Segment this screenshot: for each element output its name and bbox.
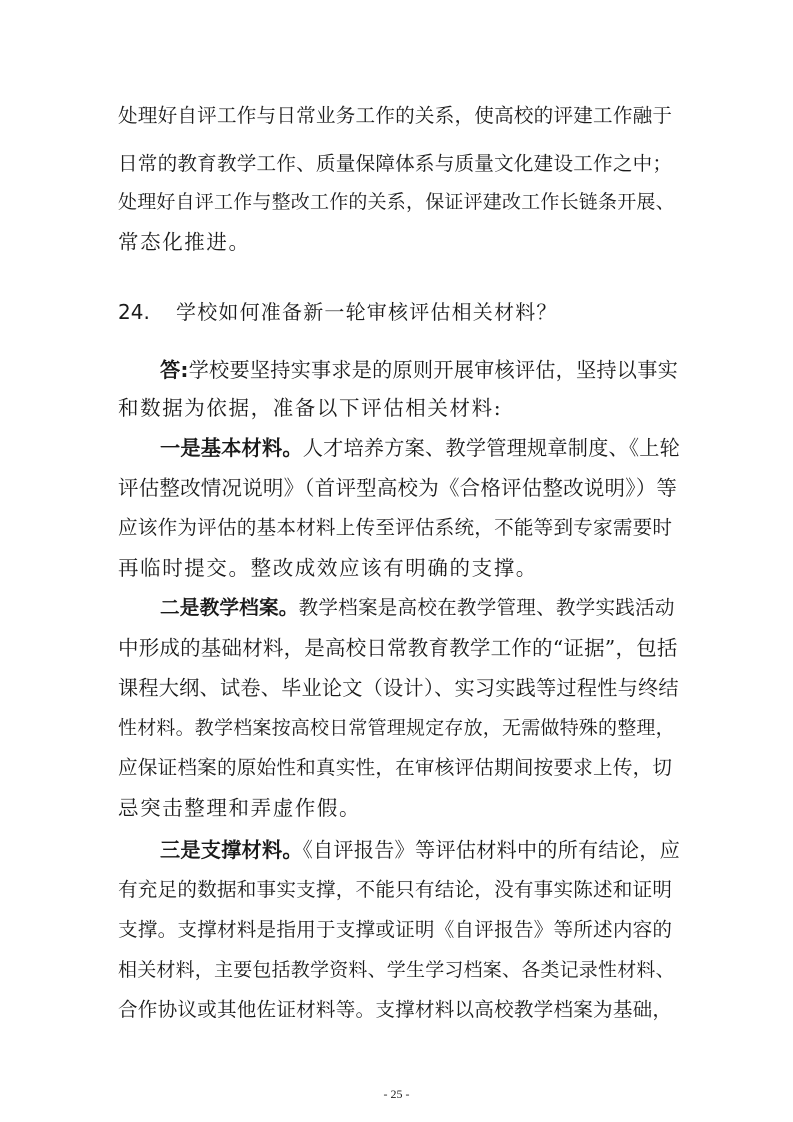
item-supporting-materials (160, 838, 680, 862)
question-heading (118, 300, 558, 324)
paragraph-line: 忌突击整理和弄虚作假。 (118, 796, 362, 820)
answer-label: 答: (160, 358, 189, 382)
item-label: 二是教学档案。 (160, 596, 299, 619)
page-number: - 25 - (383, 1087, 410, 1101)
paragraph-line: 评估整改情况说明》（首评型高校为《合格评估整改说明》）等 (118, 476, 678, 500)
answer-line (160, 358, 678, 382)
item-basic-materials (160, 436, 680, 460)
paragraph-line: 日常的教育教学工作、质量保障体系与质量文化建设工作之中； (118, 152, 673, 175)
paragraph-line: 应该作为评估的基本材料上传至评估系统，不能等到专家需要时 (118, 516, 673, 539)
item-text: 人才培养方案、教学管理规章制度、《上轮 (302, 436, 680, 460)
paragraph-line: 常态化推进。 (118, 230, 251, 254)
item-teaching-archives (160, 596, 675, 620)
item-label: 三是支撑材料。 (160, 838, 303, 862)
item-text: 《自评报告》等评估材料中的所有结论，应 (302, 838, 680, 862)
answer-text: 学校要坚持实事求是的原则开展审核评估，坚持以事实 (188, 358, 678, 382)
paragraph-line: 相关材料，主要包括教学资料、学生学习档案、各类记录性材料、 (118, 959, 675, 981)
paragraph-line: 合作协议或其他佐证材料等。支撑材料以高校教学档案为基础， (118, 998, 673, 1021)
paragraph-line: 中形成的基础材料，是高校日常教育教学工作的“证据”，包括 (118, 636, 678, 660)
paragraph-line: 处理好自评工作与日常业务工作的关系，使高校的评建工作融于 (118, 104, 673, 127)
question-number: 24. (118, 300, 150, 324)
paragraph-line: 有充足的数据和事实支撑，不能只有结论，没有事实陈述和证明 (118, 878, 673, 901)
item-label: 一是基本材料。 (160, 436, 303, 460)
paragraph-line: 处理好自评工作与整改工作的关系，保证评建改工作长链条开展、 (118, 191, 675, 213)
item-text: 教学档案是高校在教学管理、教学实践活动 (298, 596, 675, 619)
question-text: 学校如何准备新一轮审核评估相关材料？ (176, 300, 558, 324)
paragraph-line: 课程大纲、试卷、毕业论文（设计）、实习实践等过程性与终结 (118, 676, 679, 700)
paragraph-line: 支撑。支撑材料是指用于支撑或证明《自评报告》等所述内容的 (118, 918, 673, 941)
answer-line: 和数据为依据，准备以下评估相关材料: (118, 396, 503, 420)
paragraph-line: 应保证档案的原始性和真实性，在审核评估期间按要求上传，切 (118, 756, 673, 779)
paragraph-line: 再临时提交。整改成效应该有明确的支撑。 (118, 556, 538, 580)
paragraph-line: 性材料。教学档案按高校日常管理规定存放，无需做特殊的整理， (118, 717, 675, 739)
